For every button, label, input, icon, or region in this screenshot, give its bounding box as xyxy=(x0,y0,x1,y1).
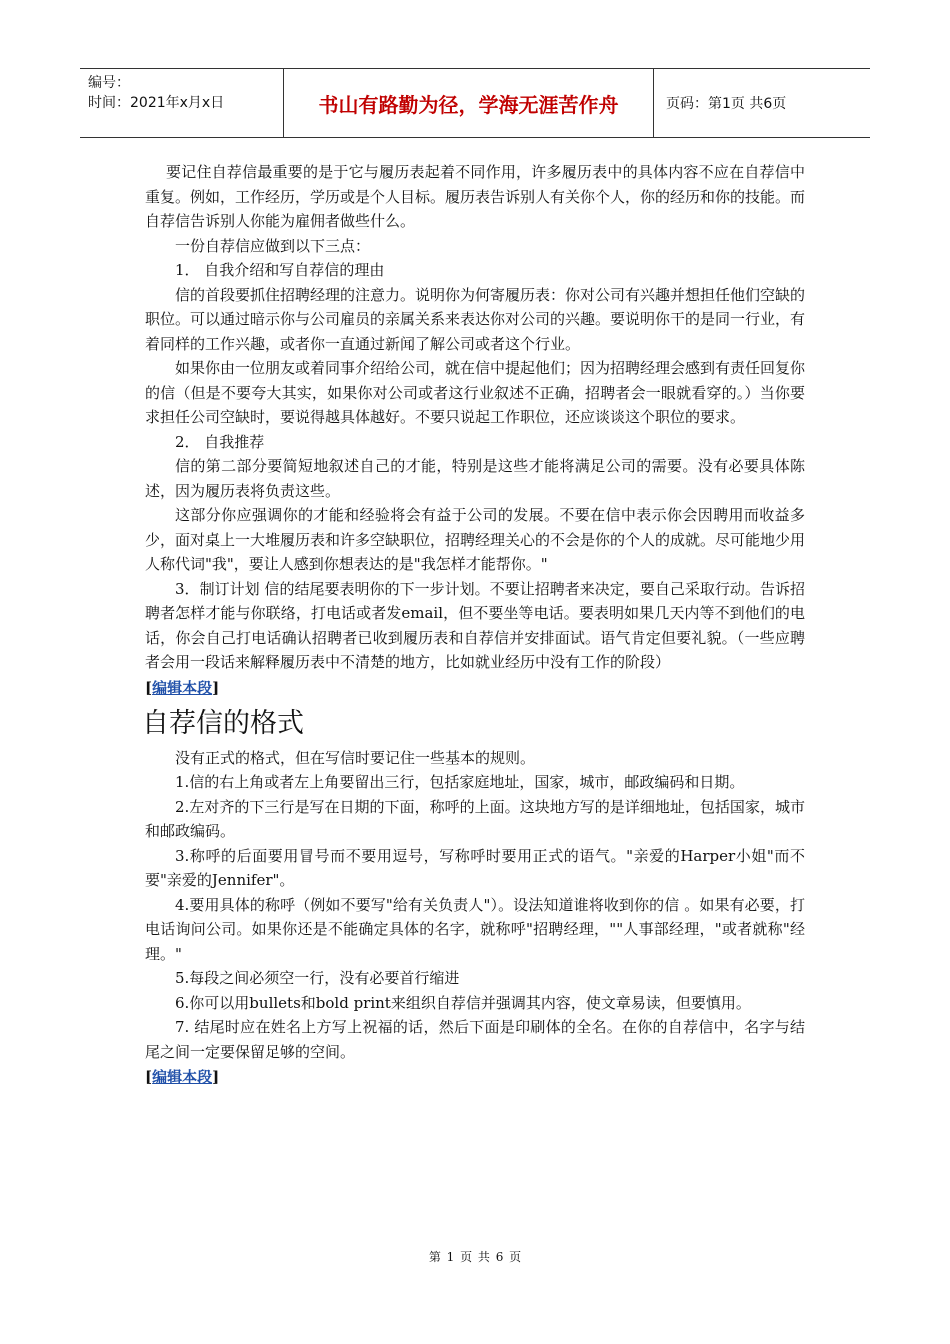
edit-link-text[interactable]: 编辑本段 xyxy=(152,1068,213,1086)
list-item: 1.信的右上角或者左上角要留出三行，包括家庭地址，国家，城市，邮政编码和日期。 xyxy=(175,773,745,791)
edit-section-link[interactable]: [编辑本段] xyxy=(145,678,220,697)
page-footer: 第 1 页 共 6 页 xyxy=(428,1250,522,1264)
section-title: 自荐信的格式 xyxy=(142,707,304,739)
paragraph: 信的第二部分要简短地叙述自己的才能，特别是这些才能将满足公司的需要。没有必要具体陈述，因为履历表将负责这些。 xyxy=(145,457,805,500)
list-item: 3.称呼的后面要用冒号而不要用逗号，写称呼时要用正式的语气。"亲爱的Harper小姐"而不要"亲爱的Jennifer"。 xyxy=(145,846,805,889)
list-heading: 2． 自我推荐 xyxy=(175,432,265,451)
paragraph: 如果你由一位朋友或着同事介绍给公司，就在信中提起他们；因为招聘经理会感到有责任回复你的信（但是不要夸大其实，如果你对公司或者这行业叙述不正确，招聘者会一眼就看穿的。）当你要求担任公司空缺时，要说得越具体越好。不要只说起工作职位，还应谈谈这个职位的要求。 xyxy=(145,359,806,426)
list-item: 2.左对齐的下三行是写在日期的下面，称呼的上面。这块地方写的是详细地址，包括国家，城市和邮政编码。 xyxy=(145,797,805,840)
page-header xyxy=(80,68,870,138)
paragraph: 这部分你应强调你的才能和经验将会有益于公司的发展。不要在信中表示你会因聘用而收益多少，面对桌上一大堆履历表和许多空缺职位，招聘经理关心的不会是你的个人的成就。尽可能地少用人称代词"我"，要让人感到你想表达的是"我怎样才能帮你。" xyxy=(145,506,806,573)
paragraph: 要记住自荐信最重要的是于它与履历表起着不同作用，许多履历表中的具体内容不应在自荐信中重复。例如，工作经历，学历或是个人目标。履历表告诉别人有关你个人，你的经历和你的技能。而自荐信告诉别人你能为雇佣者做些什么。 xyxy=(145,163,806,230)
edit-section-link[interactable]: [编辑本段] xyxy=(145,1068,220,1086)
list-heading: 1． 自我介绍和写自荐信的理由 xyxy=(175,261,385,279)
header-motto: 书山有路勤为径，学海无涯苦作舟 xyxy=(318,92,619,117)
paragraph: 3．制订计划 信的结尾要表明你的下一步计划。不要让招聘者来决定，要自己采取行动。告诉招聘者怎样才能与你联络，打电话或者发email，但不要坐等电话。要表明如果几天内等不到他们的电话，你会自己打电话确认招聘者已收到履历表和自荐信并安排面试。语气肯定但要礼貌。（一些应聘者会用一段话来解释履历表中不清楚的地方，比如就业经历中没有工作的阶段） xyxy=(145,579,805,671)
list-item: 7. 结尾时应在姓名上方写上祝福的话，然后下面是印刷体的全名。在你的自荐信中，名字与结尾之间一定要保留足够的空间。 xyxy=(145,1018,805,1061)
paragraph: 没有正式的格式，但在写信时要记住一些基本的规则。 xyxy=(175,748,536,767)
document-date-label: 时间：2021年x月x日 xyxy=(88,95,225,111)
list-item: 5.每段之间必须空一行，没有必要首行缩进 xyxy=(175,969,460,987)
document-body xyxy=(142,160,806,1089)
edit-link-text[interactable]: 编辑本段 xyxy=(152,678,213,697)
header-meta xyxy=(88,73,283,113)
document-number-label: 编号： xyxy=(88,75,130,91)
list-item: 6.你可以用bullets和bold print来组织自荐信并强调其内容，使文章易读，但要慎用。 xyxy=(175,993,751,1012)
header-page-number: 页码：第1页 共6页 xyxy=(666,96,787,112)
header-divider xyxy=(653,69,654,137)
paragraph: 信的首段要抓住招聘经理的注意力。说明你为何寄履历表：你对公司有兴趣并想担任他们空缺的职位。可以通过暗示你与公司雇员的亲属关系来表达你对公司的兴趣。要说明你干的是同一行业，有着同样的工作兴趣，或者你一直通过新闻了解公司或者这个行业。 xyxy=(145,285,806,353)
paragraph: 一份自荐信应做到以下三点： xyxy=(175,236,371,255)
list-item: 4.要用具体的称呼（例如不要写"给有关负责人"）。设法知道谁将收到你的信 。如果有必要，打电话询问公司。如果你还是不能确定具体的名字，就称呼"招聘经理，""人事部经理，"或者就称"经理。" xyxy=(145,895,805,963)
